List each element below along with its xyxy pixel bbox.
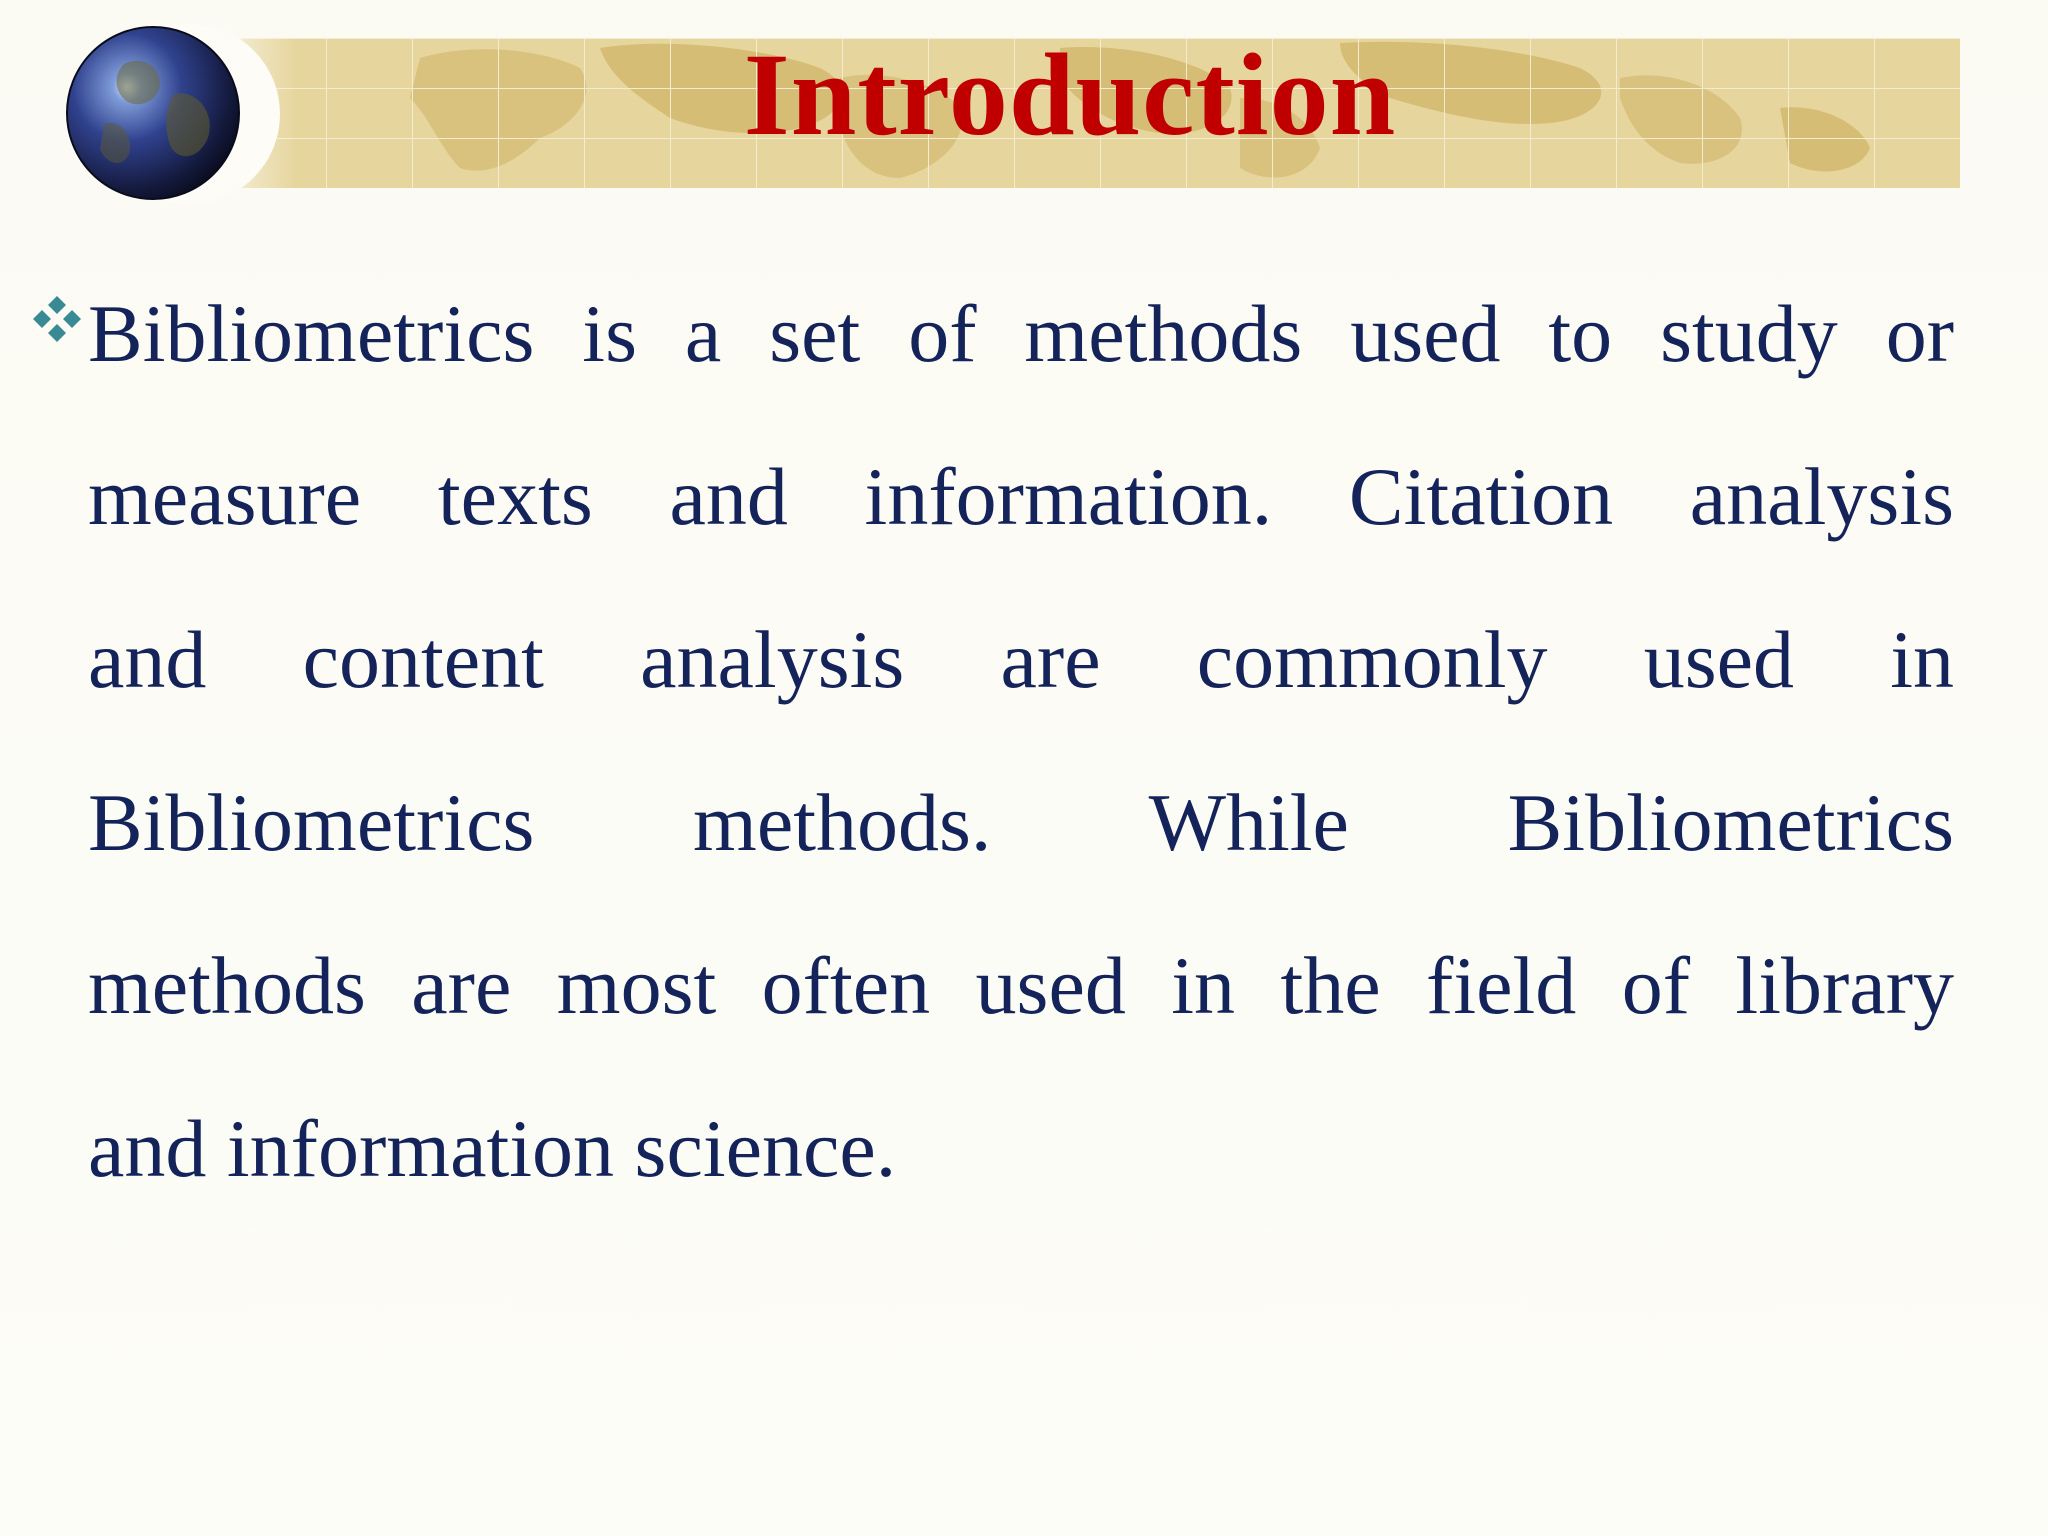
body-line: measure texts and information. Citation analysis (88, 451, 1954, 542)
body-paragraph (88, 252, 1954, 1230)
page-title: Introduction (743, 29, 1397, 160)
body-line: and content analysis are commonly used in (88, 614, 1954, 705)
body-line: Bibliometrics is a set of methods used to study or (88, 288, 1954, 379)
body-line: Bibliometrics methods. While Bibliometrics (88, 777, 1954, 868)
four-diamond-bullet-icon (28, 290, 86, 348)
body-line: and information science. (88, 1103, 897, 1194)
globe-icon (64, 24, 242, 202)
body-line: methods are most often used in the field of library (88, 940, 1954, 1031)
